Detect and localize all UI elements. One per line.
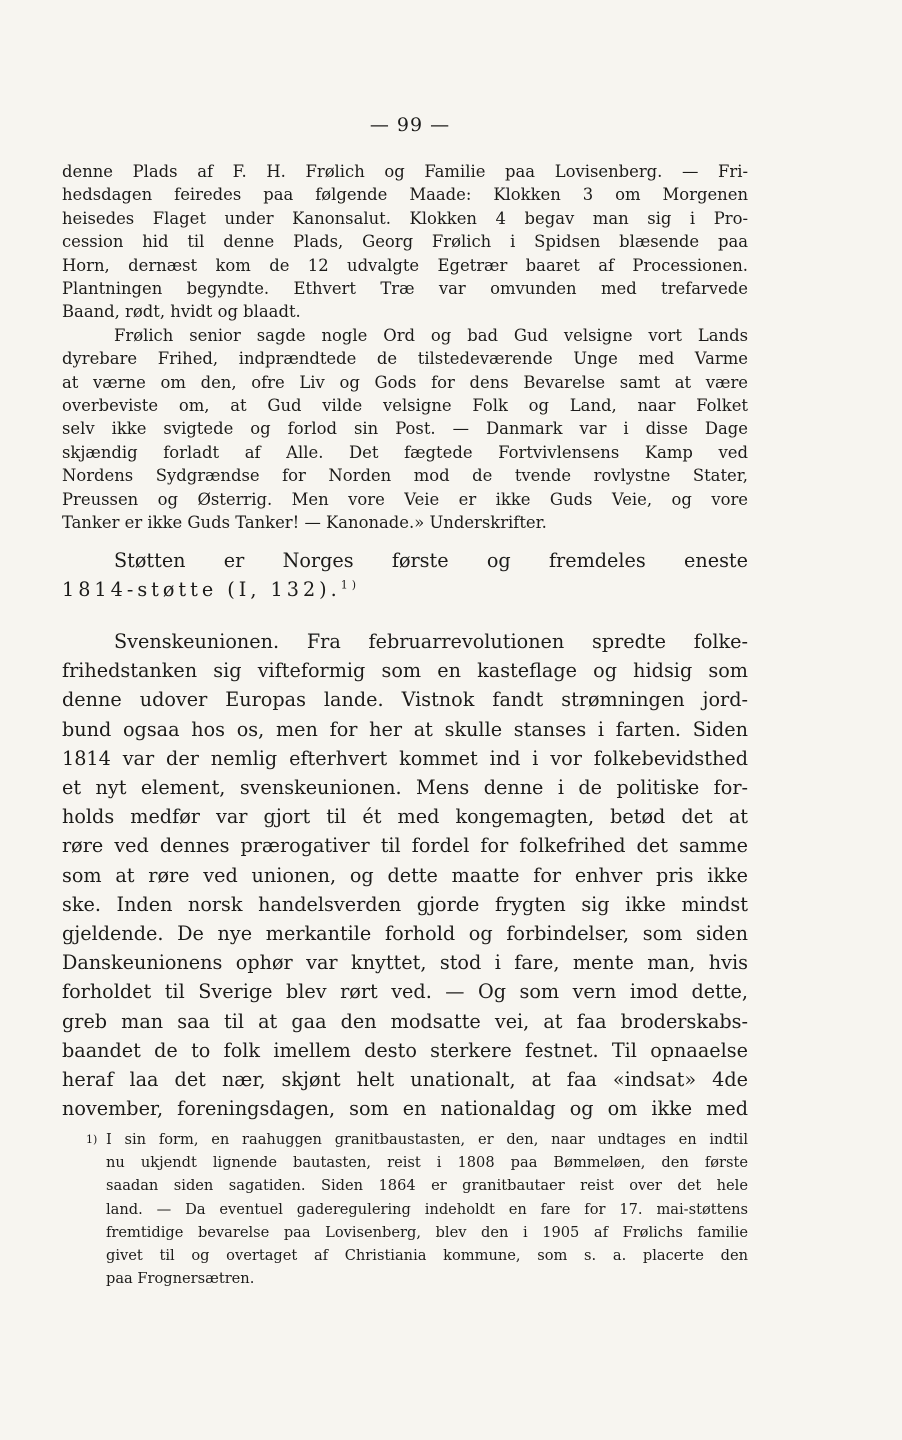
text-line: Støtten er Norges første og fremdeles eneste — [114, 549, 748, 572]
footnote-line: nu ukjendt lignende bautasten, reist i 1808 paa Bømmeløen, den første — [106, 1154, 748, 1172]
text-line: baandet de to folk imellem desto sterkere festnet. Til opnaaelse — [62, 1038, 748, 1062]
text-line — [62, 575, 748, 604]
text-line: Baand, rødt, hvidt og blaadt. — [62, 302, 301, 322]
paragraph-monument — [62, 546, 748, 604]
page-number: — 99 — — [369, 114, 451, 136]
text-line: november, foreningsdagen, som en nationaldag og om ikke med — [62, 1097, 748, 1121]
footnote-line: saadan siden sagatiden. Siden 1864 er granitbautaer reist over det hele — [106, 1177, 748, 1195]
text-line: Nordens Sydgrændse for Norden mod de tvende rovlystne Stater, — [62, 466, 748, 486]
footnote-reference: 1) — [340, 578, 361, 592]
text-line: forholdet til Sverige blev rørt ved. — Og som vern imod dette, — [62, 980, 748, 1004]
text-line: et nyt element, svenskeunionen. Mens denne i de politiske for- — [62, 776, 748, 800]
footnote-marker: 1) — [86, 1133, 98, 1146]
text-line: gjeldende. De nye merkantile forhold og forbindelser, som siden — [62, 922, 748, 946]
text-line: Horn, dernæst kom de 12 udvalgte Egetrær baaret af Processionen. — [62, 255, 748, 275]
text-line: holds medfør var gjort til ét med kongemagten, betød det at — [62, 805, 748, 829]
footnote-line: paa Frognersætren. — [106, 1270, 255, 1288]
text-line: som at røre ved unionen, og dette maatte for enhver pris ikke — [62, 863, 748, 887]
text-line: Svenskeunionen. Fra februarrevolutionen spredte folke- — [114, 630, 748, 653]
text-line: hedsdagen feiredes paa følgende Maade: Klokken 3 om Morgenen — [62, 185, 748, 205]
text-line: selv ikke svigtede og forlod sin Post. — Danmark var i disse Dage — [62, 419, 748, 439]
footnote-line: I sin form, en raahuggen granitbaustasten, er den, naar undtages en indtil — [106, 1131, 748, 1148]
paragraph-svenskeunionen — [62, 627, 748, 1123]
text-line: frihedstanken sig vifteformig som en kasteflage og hidsig som — [62, 659, 748, 683]
text-line: Plantningen begyndte. Ethvert Træ var omvunden med trefarvede — [62, 279, 748, 299]
footnote-line: givet til og overtaget af Christiania kommune, som s. a. placerte den — [106, 1247, 748, 1265]
text-line: cession hid til denne Plads, Georg Frølich i Spidsen blæsende paa — [62, 232, 748, 252]
text-line: ske. Inden norsk handelsverden gjorde frygten sig ikke mindst — [62, 892, 748, 916]
text-line: heraf laa det nær, skjønt helt unationalt, at faa «indsat» 4de — [62, 1068, 748, 1092]
text-line: 1814 var der nemlig efterhvert kommet ind i vor folkebevidsthed — [62, 746, 748, 770]
text-line: Preussen og Østerrig. Men vore Veie er ikke Guds Veie, og vore — [62, 489, 748, 509]
text-line: greb man saa til at gaa den modsatte vei, at faa broderskabs- — [62, 1009, 748, 1033]
footnote-line: land. — Da eventuel gaderegulering indeholdt en fare for 17. mai-støttens — [106, 1200, 748, 1218]
text-line: denne Plads af F. H. Frølich og Familie paa Lovisenberg. — Fri- — [62, 162, 748, 181]
text-line: heisedes Flaget under Kanonsalut. Klokken 4 begav man sig i Pro- — [62, 208, 748, 228]
text-line: dyrebare Frihed, indprændtede de tilstedeværende Unge med Varme — [62, 349, 748, 369]
text-line: denne udover Europas lande. Vistnok fandt strømningen jord- — [62, 688, 748, 712]
text-line: Frølich senior sagde nogle Ord og bad Gud velsigne vort Lands — [114, 325, 748, 345]
text-line: skjændig forladt af Alle. Det fægtede Fortvivlensens Kamp ved — [62, 442, 748, 462]
text-line: overbeviste om, at Gud vilde velsigne Folk og Land, naar Folket — [62, 396, 748, 416]
text-segment: 1814-støtte (I, 132). — [62, 578, 341, 602]
footnote — [86, 1128, 748, 1290]
footnote-line: fremtidige bevarelse paa Lovisenberg, blev den i 1905 af Frølichs familie — [106, 1223, 748, 1241]
text-line: bund ogsaa hos os, men for her at skulle stanses i farten. Siden — [62, 717, 748, 741]
text-line: røre ved dennes prærogativer til fordel for folkefrihed det samme — [62, 834, 748, 858]
paragraph-quote — [62, 160, 748, 535]
text-line: at værne om den, ofre Liv og Gods for dens Bevarelse samt at være — [62, 372, 748, 392]
text-line: Danskeunionens ophør var knyttet, stod i fare, mente man, hvis — [62, 951, 748, 975]
text-line: Tanker er ikke Guds Tanker! — Kanonade.» Underskrifter. — [62, 513, 547, 533]
